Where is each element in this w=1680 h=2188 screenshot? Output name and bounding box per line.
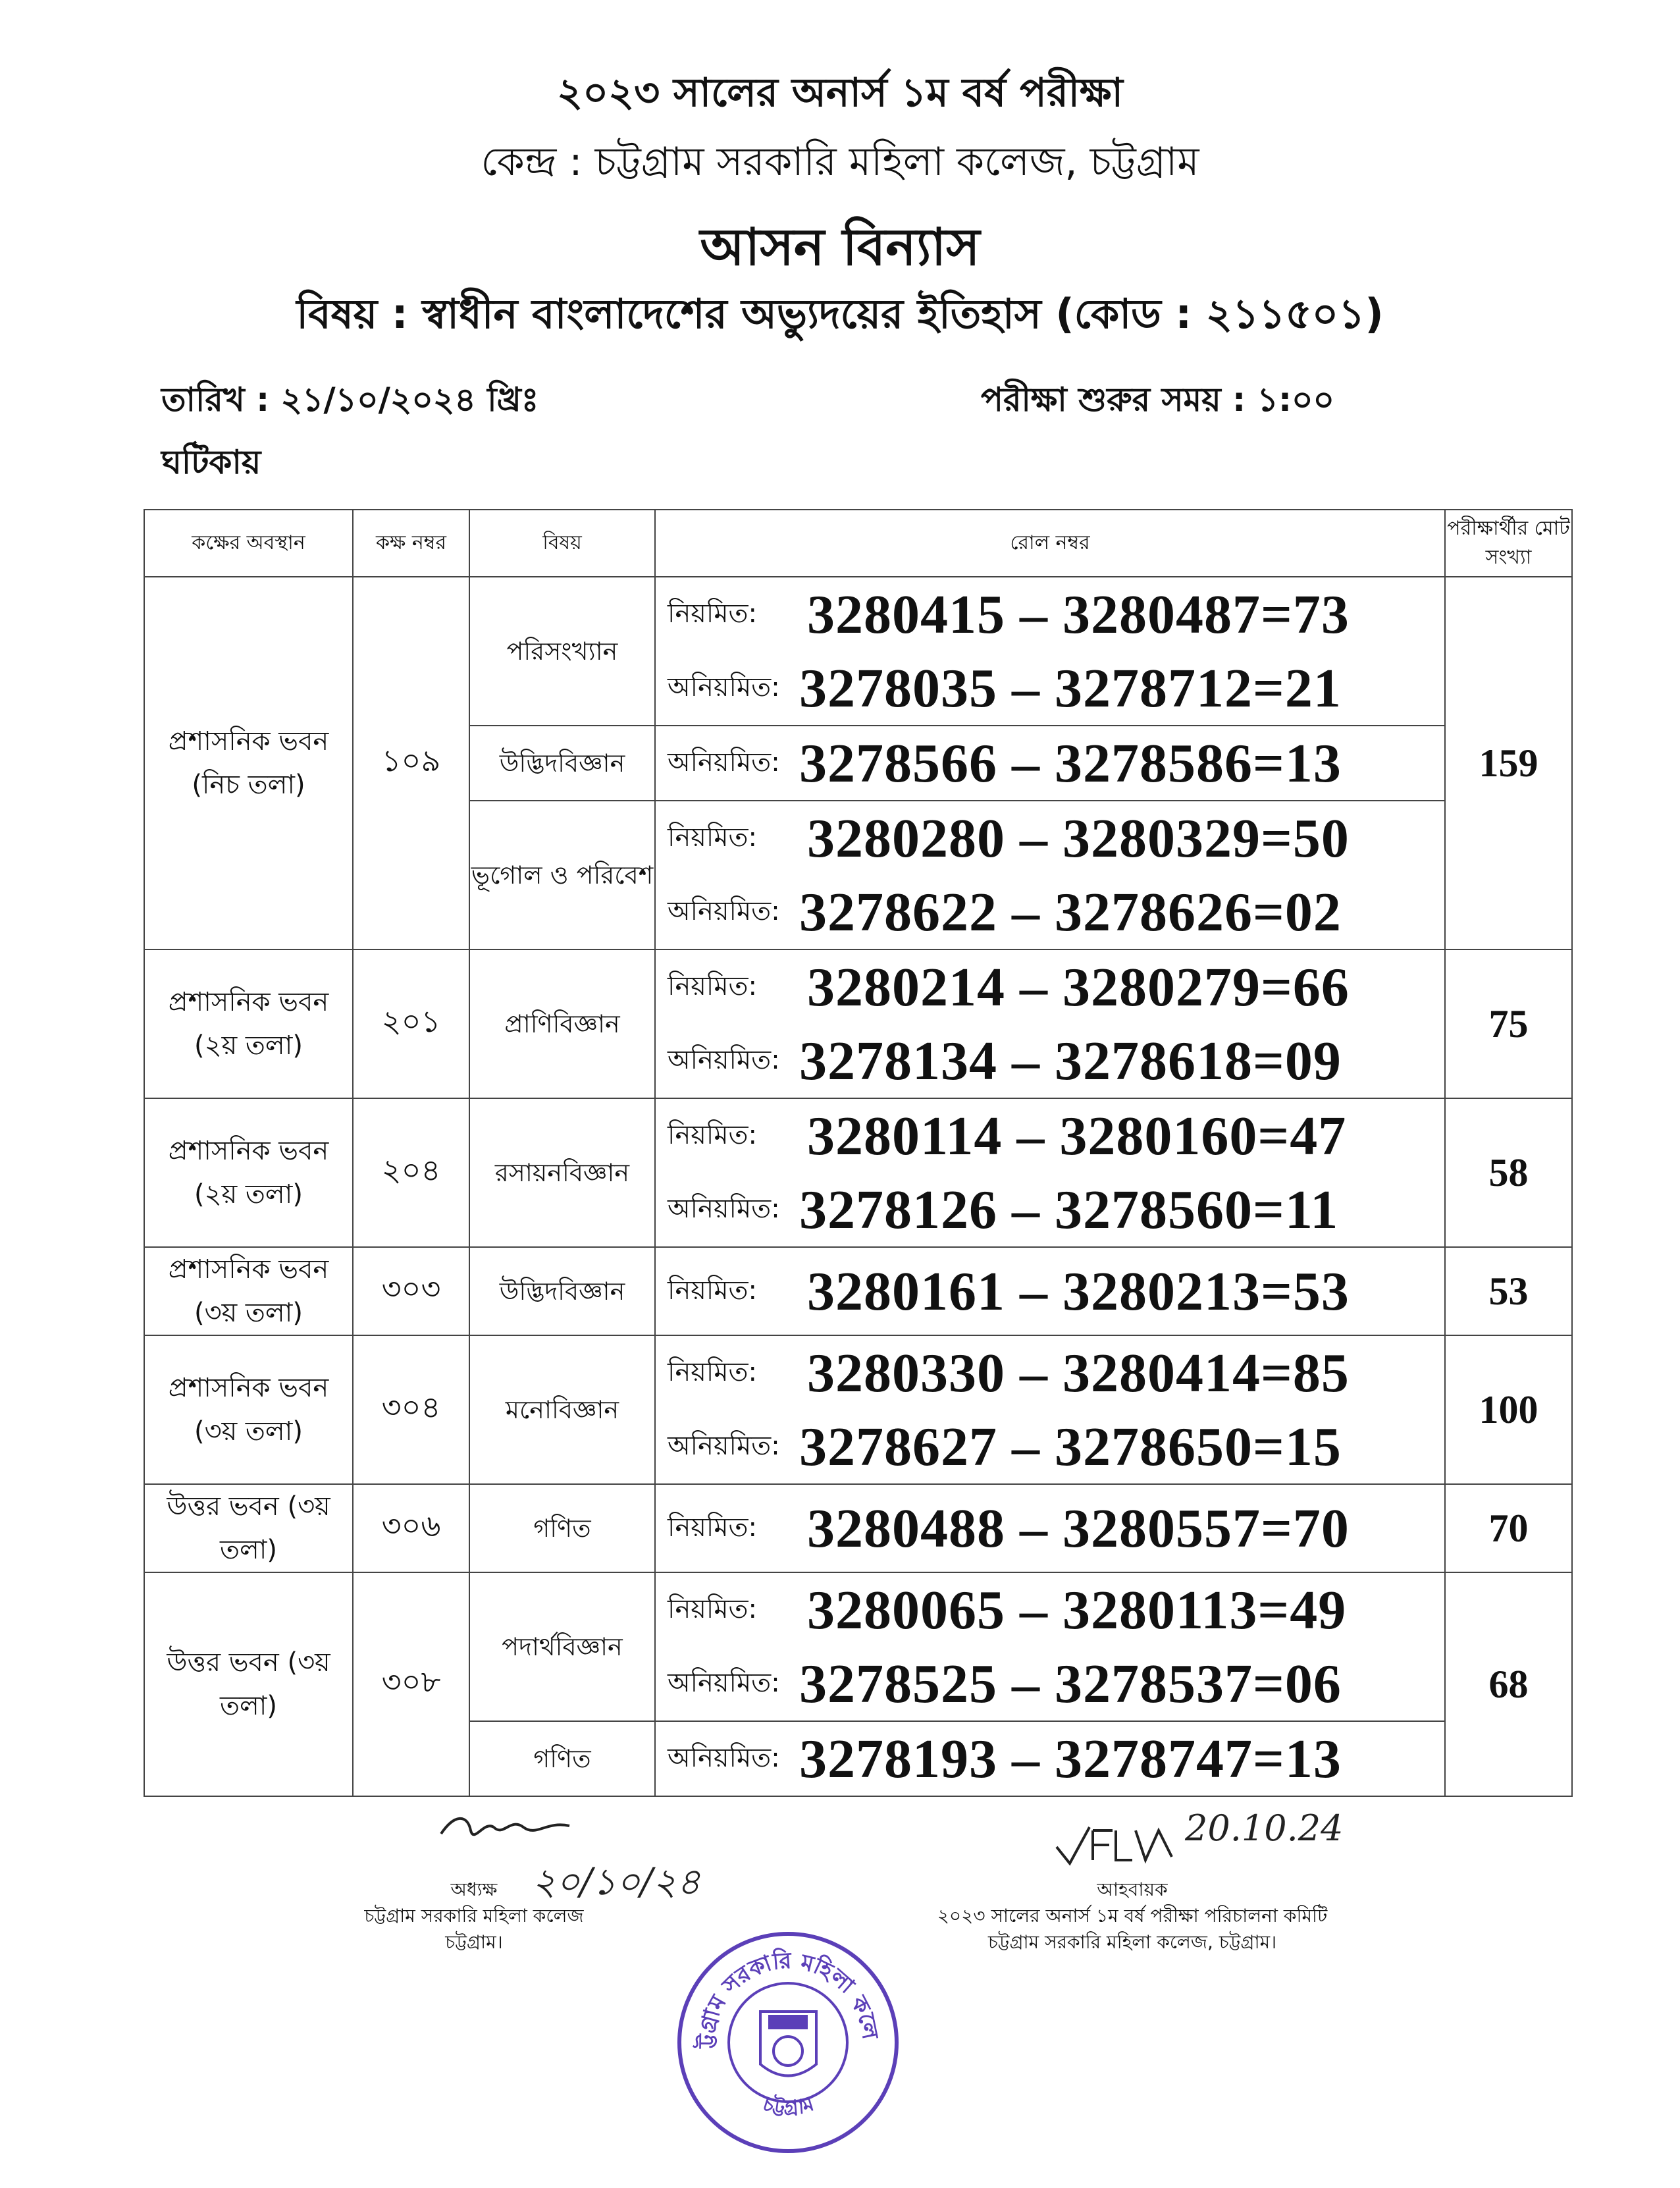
roll-type-label: নিয়মিত:: [668, 1275, 758, 1306]
cell-total: 70: [1445, 1484, 1572, 1572]
cell-location: প্রশাসনিক ভবন (৩য় তলা): [144, 1335, 353, 1484]
convener-org: চট্টগ্রাম সরকারি মহিলা কলেজ, চট্টগ্রাম।: [987, 1931, 1277, 1953]
principal-block: [342, 1877, 606, 1956]
cell-subject: গণিত: [469, 1484, 655, 1572]
principal-signature-mark: [438, 1807, 576, 1854]
roll-type-label: অনিয়মিত:: [668, 672, 780, 703]
header-room: কক্ষ নম্বর: [353, 510, 469, 577]
cell-subject: রসায়নবিজ্ঞান: [469, 1098, 655, 1247]
cell-subject: উদ্ভিদবিজ্ঞান: [469, 726, 655, 801]
roll-type-label: অনিয়মিত:: [668, 1430, 780, 1461]
cell-roll-ranges: [655, 949, 1445, 1098]
cell-subject: পরিসংখ্যান: [469, 577, 655, 726]
roll-type-label: নিয়মিত:: [668, 1512, 758, 1543]
header-total: পরীক্ষার্থীর মোট সংখ্যা: [1445, 510, 1572, 577]
roll-type-label: অনিয়মিত:: [668, 1667, 780, 1698]
roll-type-label: অনিয়মিত:: [668, 1742, 780, 1773]
cell-location: উত্তর ভবন (৩য় তলা): [144, 1484, 353, 1572]
cell-total: 68: [1445, 1572, 1572, 1796]
cell-location: প্রশাসনিক ভবন (২য় তলা): [144, 949, 353, 1098]
cell-total: 53: [1445, 1247, 1572, 1335]
cell-room: ২০৪: [353, 1098, 469, 1247]
roll-type-label: নিয়মিত:: [668, 822, 758, 853]
roll-range: [668, 1722, 1444, 1796]
roll-range-value: 3280161 – 3280213=53: [807, 1260, 1350, 1322]
roll-range: [668, 875, 1444, 949]
cell-location: প্রশাসনিক ভবন (২য় তলা): [144, 1098, 353, 1247]
college-stamp: [675, 1929, 902, 2156]
roll-type-label: অনিয়মিত:: [668, 1044, 780, 1075]
convener-block: [876, 1877, 1389, 1956]
cell-roll-ranges: [655, 577, 1445, 726]
convener-signature-mark: [1053, 1817, 1178, 1870]
roll-type-label: নিয়মিত:: [668, 1356, 758, 1387]
roll-type-label: নিয়মিত:: [668, 971, 758, 1001]
time-unit: ঘটিকায়: [161, 443, 261, 481]
roll-range: [668, 1573, 1444, 1647]
cell-room: ৩০৩: [353, 1247, 469, 1335]
roll-range-value: 3278622 – 3278626=02: [799, 881, 1342, 943]
principal-city: চট্টগ্রাম।: [445, 1931, 503, 1953]
cell-subject: উদ্ভিদবিজ্ঞান: [469, 1247, 655, 1335]
table-row: [144, 1335, 1572, 1484]
roll-range-value: 3280330 – 3280414=85: [807, 1342, 1350, 1404]
table-row: [144, 1098, 1572, 1247]
exam-date: তারিখ : ২১/১০/২০২৪ খ্রিঃ: [161, 381, 539, 419]
roll-type-label: নিয়মিত:: [668, 598, 758, 629]
roll-range: [668, 1099, 1444, 1173]
cell-total: 75: [1445, 949, 1572, 1098]
roll-type-label: অনিয়মিত:: [668, 1193, 780, 1224]
roll-range-value: 3280065 – 3280113=49: [807, 1579, 1347, 1641]
roll-range-value: 3280415 – 3280487=73: [807, 583, 1350, 645]
cell-room: ২০১: [353, 949, 469, 1098]
principal-date: ২০/১০/২৪: [532, 1861, 701, 1904]
table-header-row: [144, 510, 1572, 577]
cell-roll-ranges: [655, 1721, 1445, 1796]
roll-range-value: 3278627 – 3278650=15: [799, 1416, 1342, 1478]
cell-subject: প্রাণিবিজ্ঞান: [469, 949, 655, 1098]
start-time: পরীক্ষা শুরুর সময় : ১:০০: [981, 381, 1334, 419]
cell-subject: পদার্থবিজ্ঞান: [469, 1572, 655, 1721]
roll-range-value: 3278134 – 3278618=09: [799, 1030, 1342, 1092]
cell-total: 159: [1445, 577, 1572, 949]
cell-room: ৩০৪: [353, 1335, 469, 1484]
cell-total: 100: [1445, 1335, 1572, 1484]
cell-roll-ranges: [655, 1098, 1445, 1247]
roll-range: [668, 1410, 1444, 1483]
roll-range: [668, 726, 1444, 800]
table-row: [144, 949, 1572, 1098]
roll-range-value: 3280114 – 3280160=47: [807, 1105, 1347, 1167]
roll-range: [668, 577, 1444, 651]
roll-range-value: 3280488 – 3280557=70: [807, 1497, 1350, 1559]
roll-type-label: নিয়মিত:: [668, 1119, 758, 1150]
header-subject: বিষয়: [469, 510, 655, 577]
seat-plan-table: [144, 509, 1573, 1797]
convener-title: আহবায়ক: [1097, 1879, 1168, 1900]
roll-range: [668, 950, 1444, 1024]
table-row: [144, 577, 1572, 726]
convener-committee: ২০২৩ সালের অনার্স ১ম বর্ষ পরীক্ষা পরিচালনা কমিটি: [937, 1905, 1328, 1927]
roll-range: [668, 651, 1444, 725]
cell-roll-ranges: [655, 1335, 1445, 1484]
roll-range: [668, 1491, 1444, 1565]
cell-location: প্রশাসনিক ভবন (৩য় তলা): [144, 1247, 353, 1335]
cell-room: ৩০৬: [353, 1484, 469, 1572]
principal-title: অধ্যক্ষ: [450, 1879, 498, 1900]
cell-subject: ভূগোল ও পরিবেশ: [469, 801, 655, 949]
subject-line: বিষয় : স্বাধীন বাংলাদেশের অভ্যুদয়ের ইতিহাস (কোড : ২১১৫০১): [296, 290, 1384, 338]
roll-range: [668, 1254, 1444, 1328]
cell-subject: গণিত: [469, 1721, 655, 1796]
roll-range-value: 3280214 – 3280279=66: [807, 956, 1350, 1018]
principal-org: চট্টগ্রাম সরকারি মহিলা কলেজ: [364, 1905, 584, 1927]
table-body: [144, 577, 1572, 1796]
roll-range-value: 3278126 – 3278560=11: [799, 1179, 1339, 1241]
cell-location: উত্তর ভবন (৩য় তলা): [144, 1572, 353, 1796]
roll-range-value: 3280280 – 3280329=50: [807, 807, 1350, 869]
cell-location: প্রশাসনিক ভবন (নিচ তলা): [144, 577, 353, 949]
cell-roll-ranges: [655, 726, 1445, 801]
roll-range: [668, 1024, 1444, 1098]
cell-roll-ranges: [655, 1572, 1445, 1721]
header-roll: রোল নম্বর: [655, 510, 1445, 577]
page-title: আসন বিন্যাস: [700, 218, 980, 277]
roll-range-value: 3278525 – 3278537=06: [799, 1653, 1342, 1715]
cell-subject: মনোবিজ্ঞান: [469, 1335, 655, 1484]
convener-signature: [1053, 1817, 1178, 1879]
exam-center: কেন্দ্র : চট্টগ্রাম সরকারি মহিলা কলেজ, চট্টগ্রাম: [481, 139, 1199, 185]
roll-type-label: অনিয়মিত:: [668, 895, 780, 926]
roll-type-label: নিয়মিত:: [668, 1593, 758, 1624]
roll-range-value: 3278566 – 3278586=13: [799, 732, 1342, 794]
cell-room: ১০৯: [353, 577, 469, 949]
roll-range: [668, 801, 1444, 875]
cell-roll-ranges: [655, 801, 1445, 949]
stamp-bottom-text: চট্টগ্রাম: [760, 2092, 817, 2121]
roll-range-value: 3278193 – 3278747=13: [799, 1728, 1342, 1790]
stamp-top-text: ট্টগ্রাম সরকারি মহিলা কলে: [693, 1947, 884, 2049]
header-location: কক্ষের অবস্থান: [144, 510, 353, 577]
table-row: [144, 1572, 1572, 1721]
roll-range-value: 3278035 – 3278712=21: [799, 657, 1342, 719]
roll-type-label: অনিয়মিত:: [668, 747, 780, 778]
cell-roll-ranges: [655, 1484, 1445, 1572]
convener-date: 20.10.24: [1185, 1807, 1344, 1849]
roll-range: [668, 1173, 1444, 1246]
table-row: [144, 1247, 1572, 1335]
cell-roll-ranges: [655, 1247, 1445, 1335]
cell-room: ৩০৮: [353, 1572, 469, 1796]
college-stamp-seal: [675, 1929, 902, 2156]
cell-total: 58: [1445, 1098, 1572, 1247]
roll-range: [668, 1647, 1444, 1721]
roll-range: [668, 1336, 1444, 1410]
table-row: [144, 1484, 1572, 1572]
exam-title: ২০২৩ সালের অনার্স ১ম বর্ষ পরীক্ষা: [557, 70, 1123, 116]
